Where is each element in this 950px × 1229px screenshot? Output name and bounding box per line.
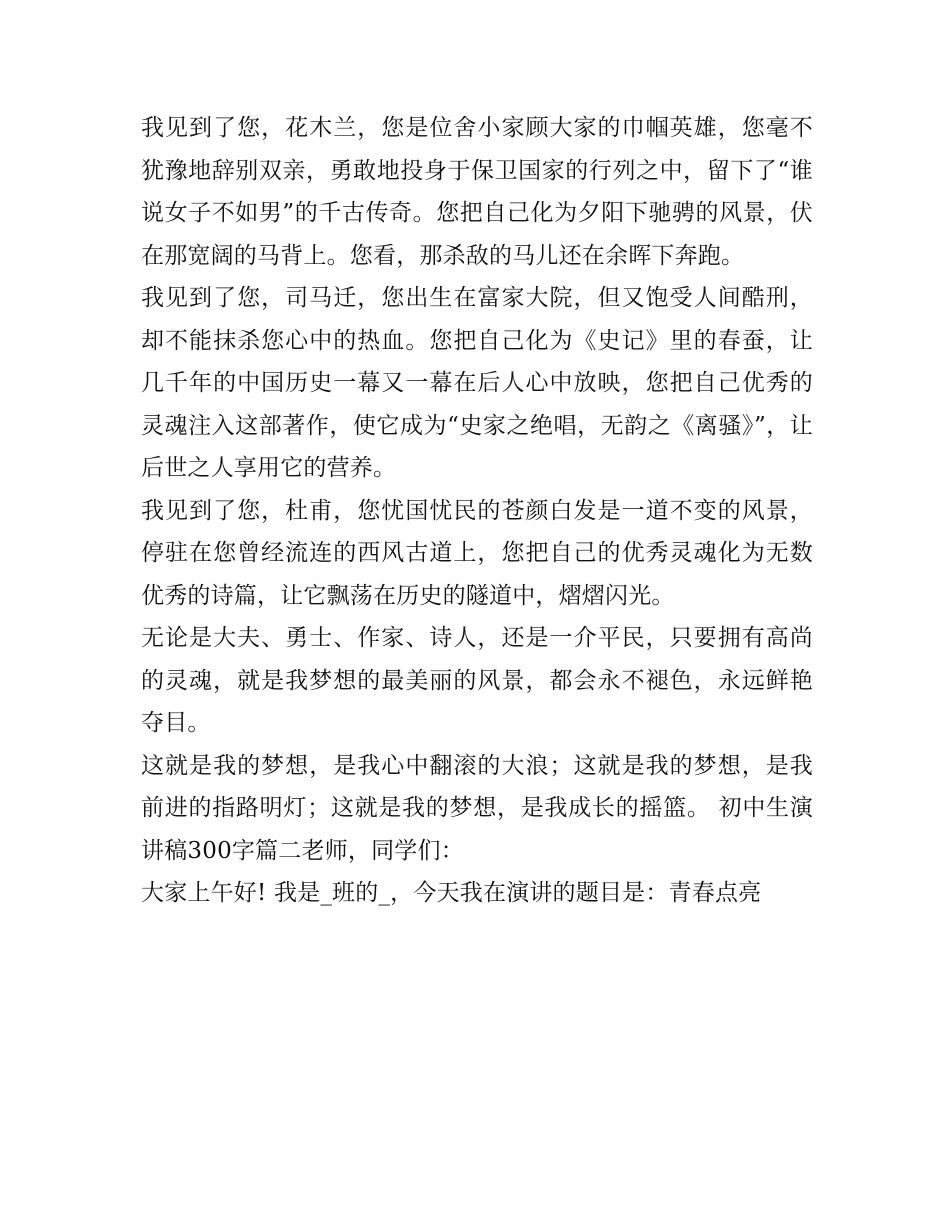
paragraph-my-dream: 这就是我的梦想，是我心中翻滚的大浪；这就是我的梦想，是我前进的指路明灯；这就是我的梦想，是我成长的摇篮。 初中生演讲稿300字篇二老师，同学们： bbox=[141, 752, 813, 864]
document-body bbox=[141, 107, 813, 915]
paragraph-hua-mulan: 我见到了您，花木兰，您是位舍小家顾大家的巾帼英雄，您毫不犹豫地辞别双亲，勇敢地投身于保卫国家的行列之中，留下了“谁说女子不如男”的千古传奇。您把自己化为夕阳下驰骋的风景，伏在那宽阔的马背上。您看，那杀敌的马儿还在余晖下奔跑。 bbox=[141, 115, 813, 269]
paragraph-sima-qian: 我见到了您，司马迁，您出生在富家大院，但又饱受人间酷刑，却不能抹杀您心中的热血。您把自己化为《史记》里的春蚕，让几千年的中国历史一幕又一幕在后人心中放映，您把自己优秀的灵魂注入这部著作，使它成为“史家之绝唱，无韵之《离骚》”，让后世之人享用它的营养。 bbox=[141, 285, 813, 481]
paragraph-noble-soul: 无论是大夫、勇士、作家、诗人，还是一介平民，只要拥有高尚的灵魂，就是我梦想的最美丽的风景，都会永不褪色，永远鲜艳夺目。 bbox=[141, 625, 813, 736]
paragraph-speech-opening: 大家上午好! 我是_班的_，今天我在演讲的题目是：青春点亮 bbox=[141, 880, 762, 906]
paragraph-du-fu: 我见到了您，杜甫，您忧国忧民的苍颜白发是一道不变的风景，停驻在您曾经流连的西风古道上，您把自己的优秀灵魂化为无数优秀的诗篇，让它飘荡在历史的隧道中，熠熠闪光。 bbox=[141, 497, 813, 609]
